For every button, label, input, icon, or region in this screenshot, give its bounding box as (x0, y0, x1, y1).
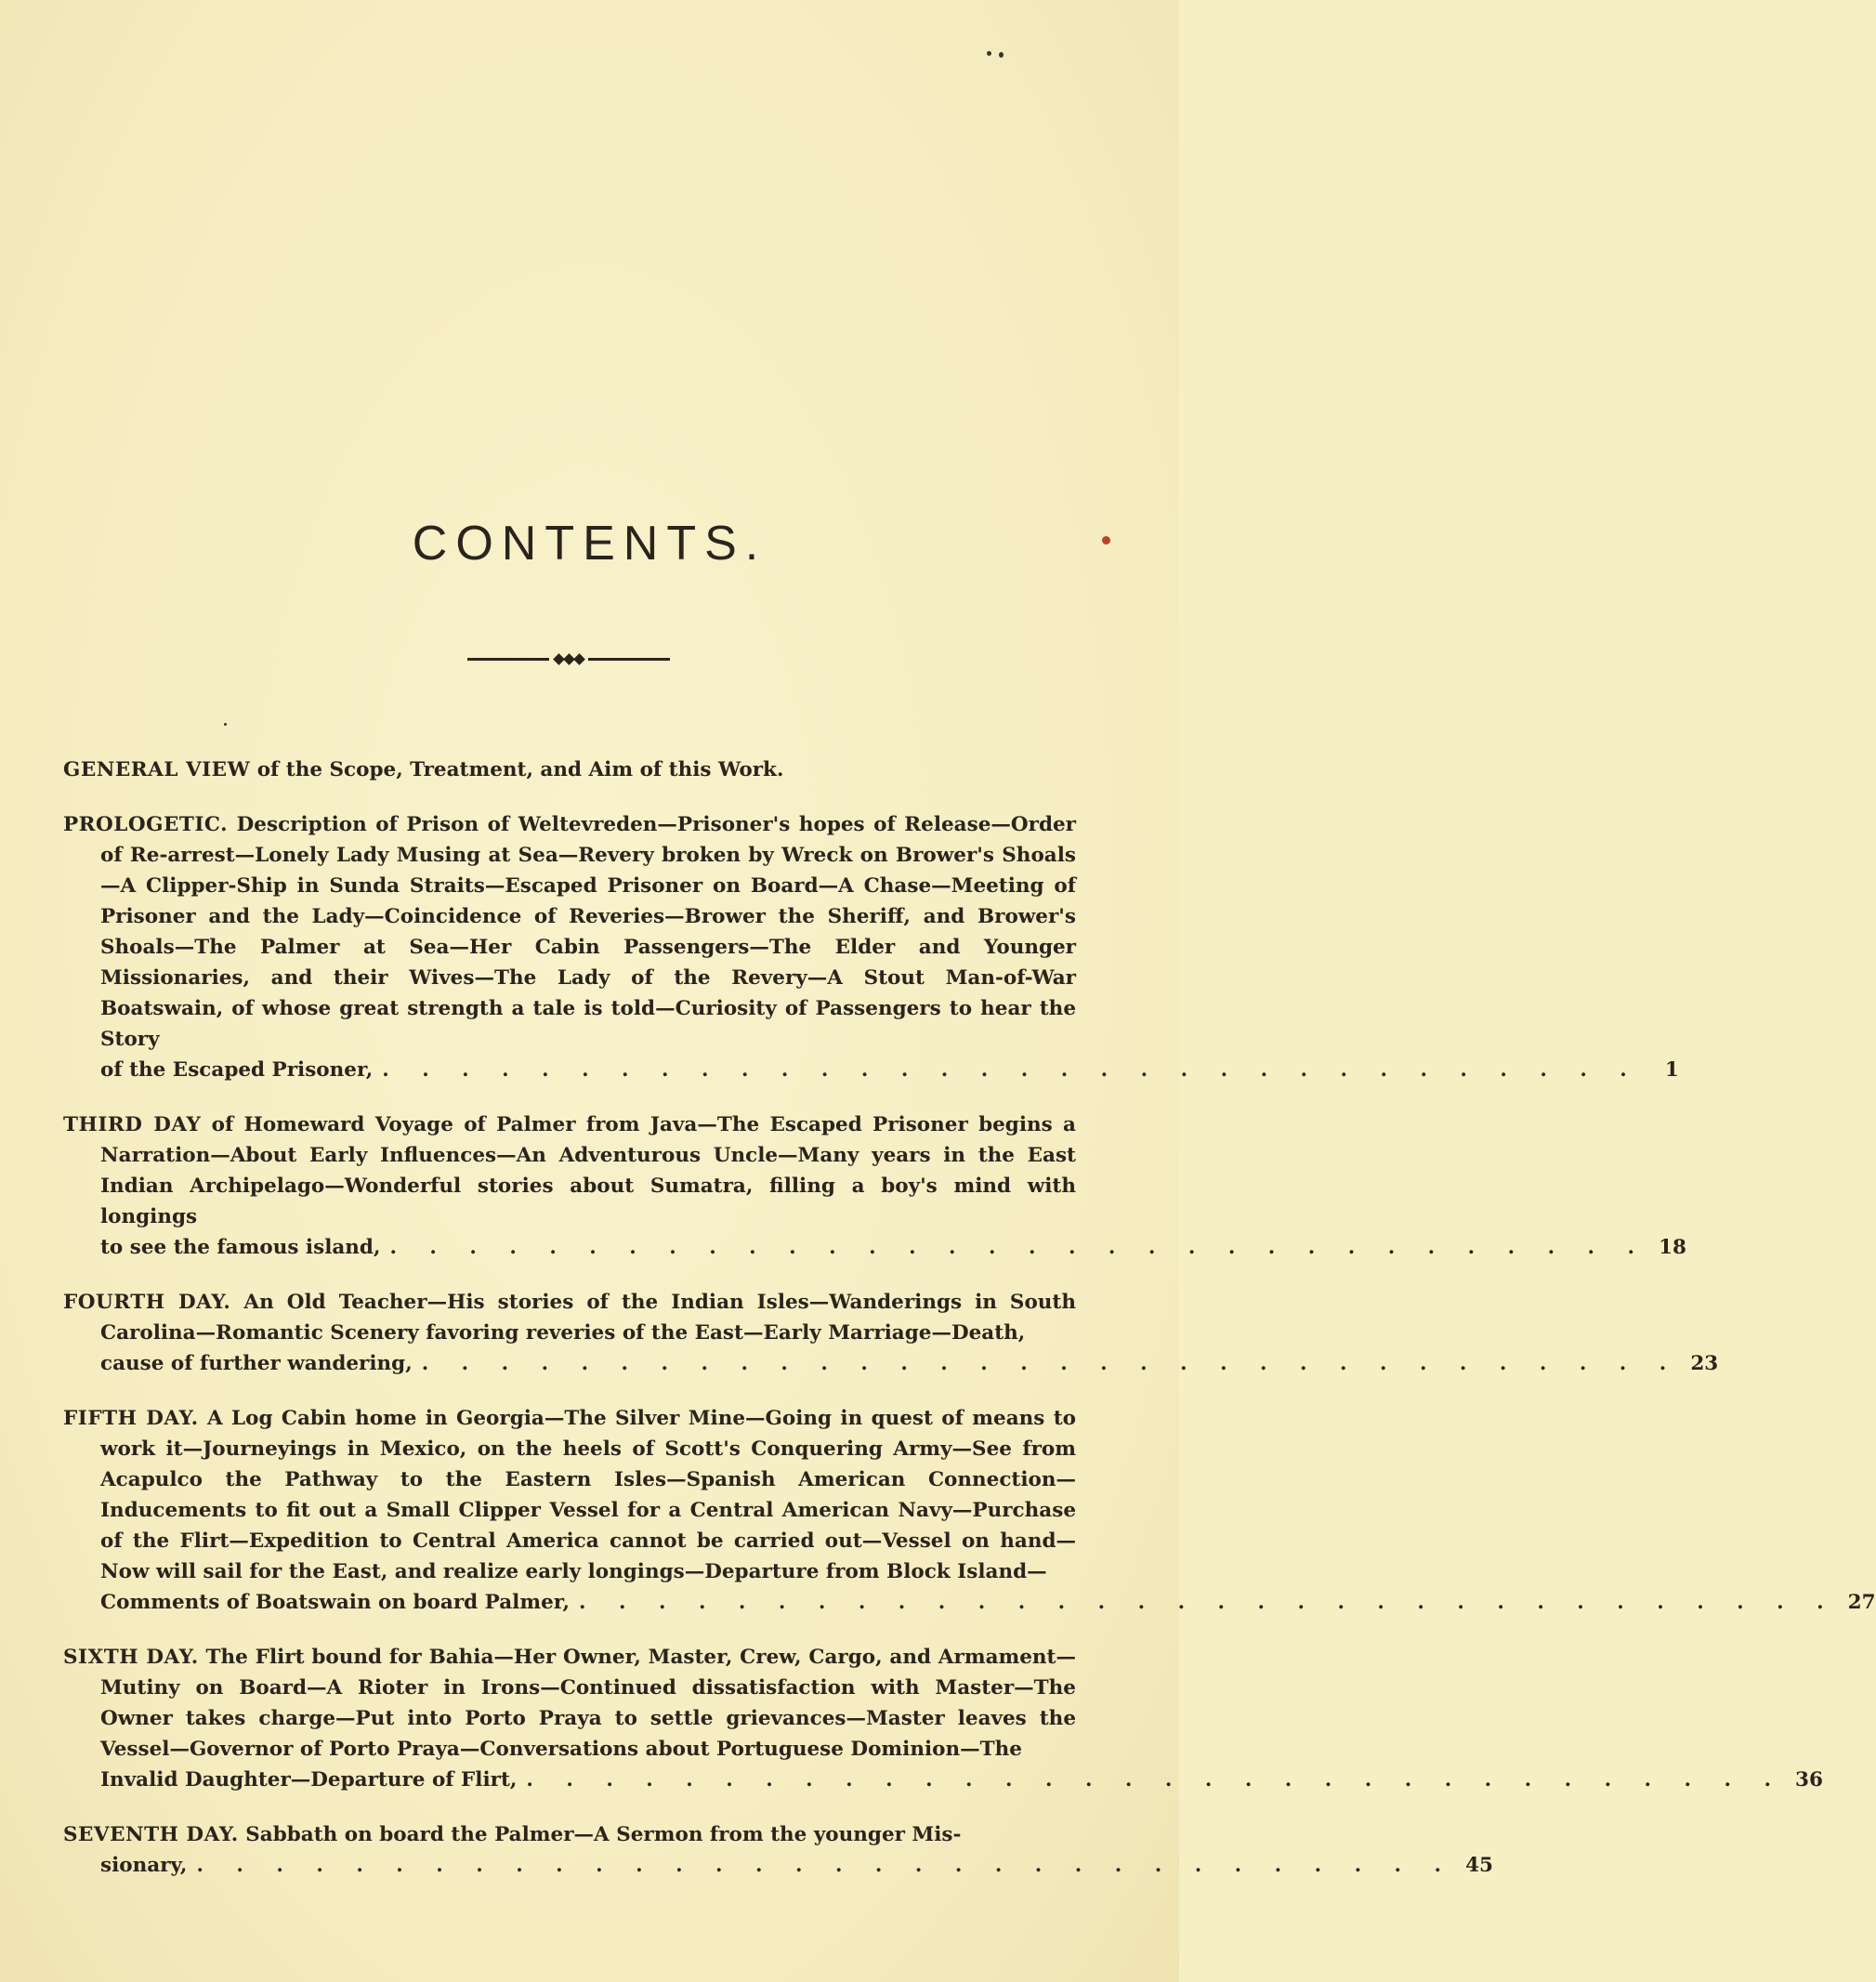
ink-speck (999, 52, 1004, 58)
entry-text: Sabbath on board the Palmer—A Sermon from the younger Mis- (245, 1823, 962, 1846)
toc-entry (63, 1819, 1493, 1881)
toc-entry (63, 1642, 1823, 1795)
leader-dots: . . . . . . . . . . . . . . . . . . . . . . . . . . . . . . . . (421, 1352, 1680, 1375)
entry-heading: SEVENTH DAY. (63, 1823, 239, 1846)
page-number: 1 (1664, 1058, 1679, 1082)
toc-entry (63, 755, 1076, 785)
entry-heading: FIFTH DAY. (63, 1407, 199, 1430)
ink-speck (987, 51, 991, 56)
page-number: 36 (1795, 1768, 1823, 1792)
entry-last-line (100, 1850, 1493, 1881)
entry-text: An Old Teacher—His stories of the Indian Isles—Wanderings in South Carolina—Romantic Scenery favoring reveries of the East—Early Marriage—Death, (100, 1291, 1076, 1345)
entry-heading: PROLOGETIC. (63, 813, 229, 836)
page-title: CONTENTS. (412, 517, 767, 571)
entry-heading: GENERAL VIEW (63, 758, 251, 781)
leader-dots: . . . . . . . . . . . . . . . . . . . . . . . . . . . . . . . . (196, 1854, 1454, 1877)
title-ornament-rule (467, 652, 670, 665)
entry-text: A Log Cabin home in Georgia—The Silver Mine—Going in quest of means to work it—Journeyings in Mexico, on the heels of Scott's Conquering Army—See from Acapulco the Pathway to the Eastern Isles—Spanish American Connection—Inducements to fit out a Small Clipper Vessel for a Central American Navy—Purchase of the Flirt—Expedition to Central America cannot be carried out—Vessel on hand—Now will sail for the East, and realize early longings—Departure from Block Island— (100, 1407, 1076, 1583)
leader-dots: . . . . . . . . . . . . . . . . . . . . . . . . . . . . . . . . (526, 1768, 1784, 1792)
entry-heading: THIRD DAY (63, 1113, 202, 1136)
entry-last-line (100, 1348, 1719, 1379)
entry-text-end: Invalid Daughter—Departure of Flirt, (100, 1768, 518, 1792)
entry-text: of Homeward Voyage of Palmer from Java—The Escaped Prisoner begins a Narration—About Early Influences—An Adventurous Uncle—Many years in the East Indian Archipelago—Wonderful stories about Sumatra, filling a boy's mind with longings (100, 1113, 1076, 1228)
toc-entry (63, 1403, 1876, 1618)
entry-text: The Flirt bound for Bahia—Her Owner, Master, Crew, Cargo, and Armament—Mutiny on Board—A Rioter in Irons—Continued dissatisfaction with Master—The Owner takes charge—Put into Porto Praya to settle grievances—Master leaves the Vessel—Governor of Porto Praya—Conversations about Portuguese Dominion—The (100, 1646, 1076, 1761)
leader-dots: . . . . . . . . . . . . . . . . . . . . . . . . . . . . . . . . (579, 1591, 1837, 1614)
page-number: 18 (1659, 1236, 1687, 1259)
toc-entry (63, 809, 1679, 1085)
entry-text-end: sionary, (100, 1854, 188, 1877)
page-number: 45 (1465, 1854, 1493, 1877)
entry-heading: SIXTH DAY. (63, 1646, 199, 1669)
entry-text-end: of the Escaped Prisoner, (100, 1058, 374, 1082)
entry-last-line (100, 1232, 1687, 1263)
page-number: 27 (1847, 1591, 1876, 1614)
entry-last-line (100, 1765, 1823, 1795)
table-of-contents (63, 755, 1876, 1905)
entry-text-end: cause of further wandering, (100, 1352, 413, 1375)
entry-last-line (100, 1055, 1679, 1085)
leader-dots: . . . . . . . . . . . . . . . . . . . . . . . . . . . . . . . . (382, 1058, 1640, 1082)
entry-last-line (100, 1587, 1876, 1618)
entry-text: of the Scope, Treatment, and Aim of this Work. (256, 758, 784, 781)
leader-dots: . . . . . . . . . . . . . . . . . . . . . . . . . . . . . . . . (389, 1236, 1648, 1259)
ink-speck (224, 723, 227, 726)
toc-entry (63, 1109, 1687, 1263)
entry-heading: FOURTH DAY. (63, 1291, 231, 1314)
toc-entry (63, 1287, 1719, 1379)
entry-text-end: Comments of Boatswain on board Palmer, (100, 1591, 571, 1614)
entry-text: Description of Prison of Weltevreden—Prisoner's hopes of Release—Order of Re-arrest—Lonely Lady Musing at Sea—Revery broken by Wreck on Brower's Shoals—A Clipper-Ship in Sunda Straits—Escaped Prisoner on Board—A Chase—Meeting of Prisoner and the Lady—Coincidence of Reveries—Brower the Sheriff, and Brower's Shoals—The Palmer at Sea—Her Cabin Passengers—The Elder and Younger Missionaries, and their Wives—The Lady of the Revery—A Stout Man-of-War Boatswain, of whose great strength a tale is told—Curiosity of Passengers to hear the Story (100, 813, 1076, 1051)
page-number: 23 (1690, 1352, 1719, 1375)
entry-text-end: to see the famous island, (100, 1236, 381, 1259)
